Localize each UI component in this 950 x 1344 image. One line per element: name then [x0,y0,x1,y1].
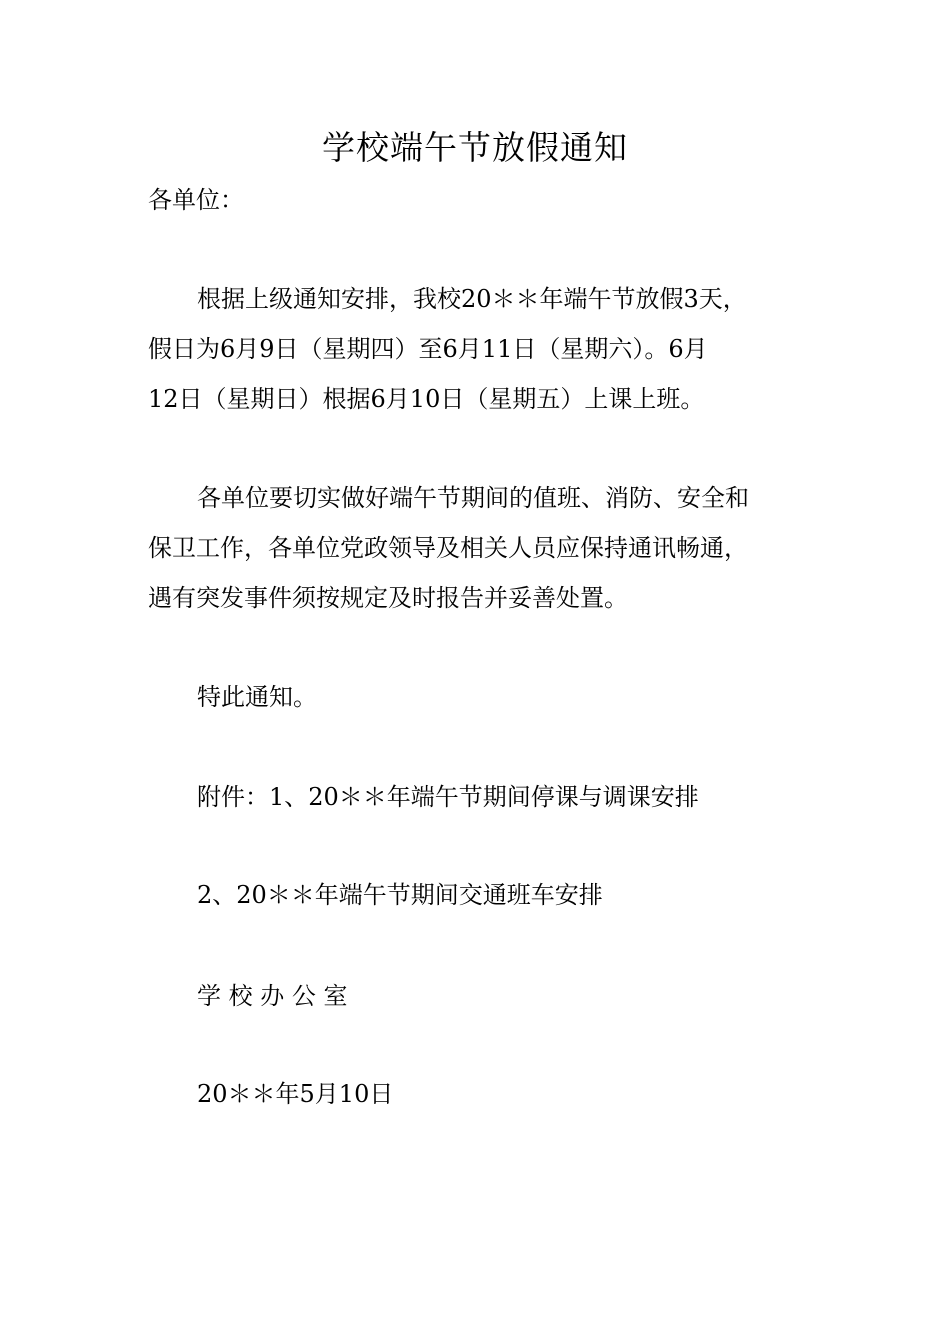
paragraph2-line1: 各单位要切实做好端午节期间的值班、消防、安全和 [197,484,749,512]
document-title: 学校端午节放假通知 [322,128,628,167]
document-date: 20＊＊年5月10日 [197,1080,394,1108]
paragraph2-line2: 保卫工作，各单位党政领导及相关人员应保持通讯畅通， [148,534,748,562]
salutation: 各单位： [148,186,244,214]
signature-office: 学 校 办 公 室 [197,982,348,1010]
paragraph1-line2: 假日为6月9日（星期四）至6月11日（星期六）。6月 [148,335,708,363]
paragraph2-line3: 遇有突发事件须按规定及时报告并妥善处置。 [148,584,628,612]
attachment-item-2: 2、20＊＊年端午节期间交通班车安排 [197,881,603,909]
attachment-item-1: 附件：1、20＊＊年端午节期间停课与调课安排 [197,783,699,811]
paragraph1-line3: 12日（星期日）根据6月10日（星期五）上课上班。 [148,385,705,413]
paragraph1-line1: 根据上级通知安排，我校20＊＊年端午节放假3天， [197,285,747,313]
closing-text: 特此通知。 [197,683,317,711]
